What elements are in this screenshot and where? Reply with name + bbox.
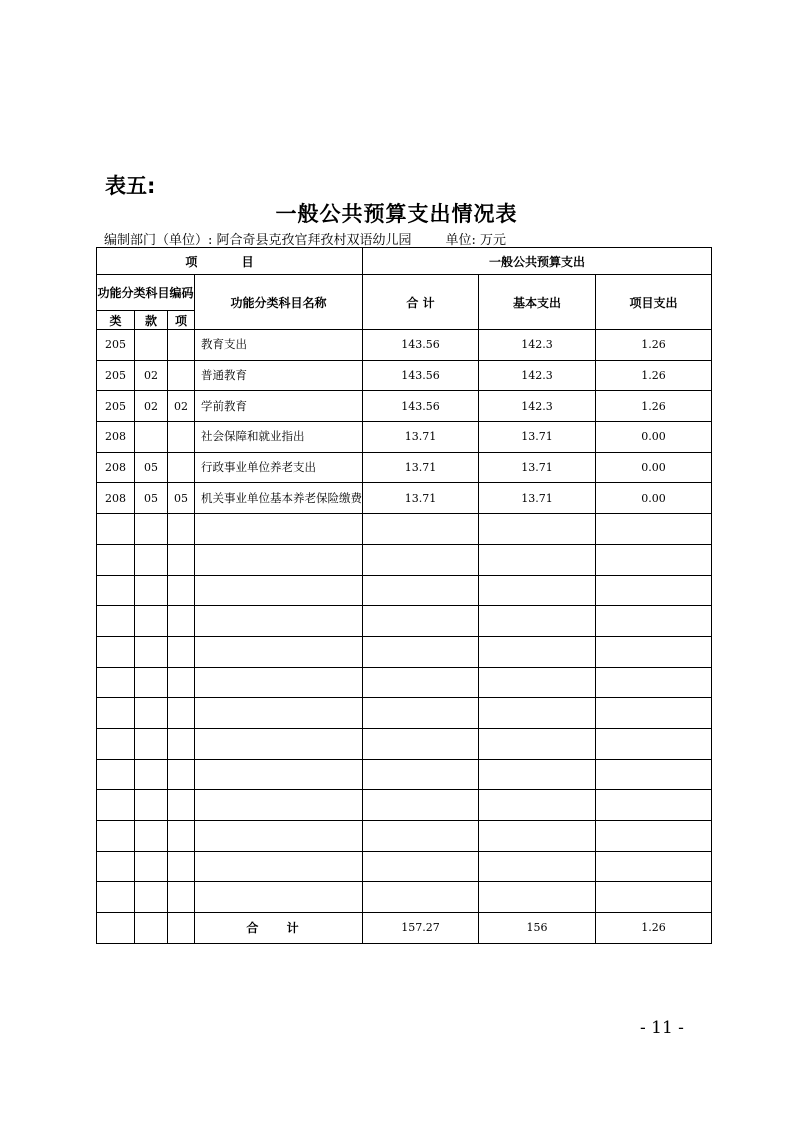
cell-name <box>195 636 363 667</box>
cell-lei <box>97 913 135 944</box>
cell-lei: 205 <box>97 360 135 391</box>
cell-total <box>363 544 479 575</box>
empty-row <box>97 790 712 821</box>
cell-name <box>195 575 363 606</box>
cell-total: 143.56 <box>363 360 479 391</box>
cell-lei: 205 <box>97 391 135 422</box>
cell-kuan <box>135 790 168 821</box>
cell-kuan <box>135 851 168 882</box>
cell-name: 普通教育 <box>195 360 363 391</box>
cell-xiang: 02 <box>168 391 195 422</box>
cell-name: 学前教育 <box>195 391 363 422</box>
cell-basic: 142.3 <box>479 391 596 422</box>
header-project: 项目支出 <box>596 275 712 330</box>
cell-lei <box>97 821 135 852</box>
cell-lei <box>97 514 135 545</box>
cell-xiang <box>168 882 195 913</box>
cell-name: 机关事业单位基本养老保险缴费 <box>195 483 363 514</box>
cell-lei <box>97 698 135 729</box>
cell-lei: 208 <box>97 452 135 483</box>
header-name: 功能分类科目名称 <box>195 275 363 330</box>
cell-project <box>596 544 712 575</box>
empty-row <box>97 882 712 913</box>
cell-name <box>195 698 363 729</box>
totals-total: 157.27 <box>363 913 479 944</box>
cell-total <box>363 790 479 821</box>
table-row <box>97 391 712 422</box>
table-row <box>97 330 712 361</box>
cell-lei <box>97 544 135 575</box>
cell-basic <box>479 821 596 852</box>
cell-total <box>363 728 479 759</box>
cell-lei <box>97 851 135 882</box>
cell-project: 1.26 <box>596 391 712 422</box>
cell-basic <box>479 728 596 759</box>
cell-basic <box>479 606 596 637</box>
cell-lei <box>97 606 135 637</box>
cell-xiang <box>168 790 195 821</box>
header-row-2 <box>97 275 712 311</box>
cell-basic <box>479 514 596 545</box>
header-lei: 类 <box>97 311 135 330</box>
cell-basic <box>479 851 596 882</box>
cell-xiang <box>168 728 195 759</box>
cell-kuan <box>135 575 168 606</box>
cell-basic <box>479 636 596 667</box>
header-item: 项 目 <box>97 248 363 275</box>
cell-total <box>363 851 479 882</box>
cell-name <box>195 667 363 698</box>
table-row <box>97 452 712 483</box>
cell-xiang <box>168 514 195 545</box>
cell-project: 1.26 <box>596 360 712 391</box>
cell-xiang <box>168 606 195 637</box>
page-number: - 11 - <box>640 1018 684 1038</box>
cell-kuan: 05 <box>135 452 168 483</box>
table-body <box>97 248 712 944</box>
cell-total: 13.71 <box>363 422 479 453</box>
cell-total: 143.56 <box>363 391 479 422</box>
cell-lei <box>97 636 135 667</box>
meta-line <box>104 229 506 248</box>
empty-row <box>97 544 712 575</box>
totals-row <box>97 913 712 944</box>
cell-kuan <box>135 821 168 852</box>
cell-project <box>596 821 712 852</box>
table-row <box>97 483 712 514</box>
cell-kuan <box>135 514 168 545</box>
cell-lei: 205 <box>97 330 135 361</box>
cell-name <box>195 851 363 882</box>
cell-total: 143.56 <box>363 330 479 361</box>
header-row-1 <box>97 248 712 275</box>
cell-basic <box>479 698 596 729</box>
cell-lei <box>97 728 135 759</box>
cell-project <box>596 606 712 637</box>
cell-project <box>596 851 712 882</box>
unit-label: 单位: 万元 <box>445 233 507 248</box>
empty-row <box>97 575 712 606</box>
header-budget-group: 一般公共预算支出 <box>363 248 712 275</box>
cell-project: 0.00 <box>596 422 712 453</box>
cell-xiang <box>168 667 195 698</box>
cell-name <box>195 544 363 575</box>
cell-lei <box>97 575 135 606</box>
cell-lei <box>97 790 135 821</box>
cell-kuan <box>135 636 168 667</box>
cell-lei <box>97 759 135 790</box>
cell-lei <box>97 882 135 913</box>
cell-project: 0.00 <box>596 483 712 514</box>
cell-project <box>596 759 712 790</box>
totals-project: 1.26 <box>596 913 712 944</box>
cell-basic <box>479 575 596 606</box>
table-row <box>97 422 712 453</box>
cell-kuan <box>135 913 168 944</box>
cell-kuan: 02 <box>135 360 168 391</box>
cell-name: 社会保障和就业指出 <box>195 422 363 453</box>
cell-total <box>363 821 479 852</box>
cell-lei: 208 <box>97 483 135 514</box>
cell-name <box>195 759 363 790</box>
cell-basic <box>479 667 596 698</box>
cell-kuan: 02 <box>135 391 168 422</box>
cell-kuan <box>135 606 168 637</box>
cell-xiang <box>168 759 195 790</box>
cell-total <box>363 667 479 698</box>
cell-basic: 13.71 <box>479 422 596 453</box>
empty-row <box>97 606 712 637</box>
cell-lei: 208 <box>97 422 135 453</box>
page-title: 一般公共预算支出情况表 <box>275 202 518 226</box>
empty-row <box>97 851 712 882</box>
empty-row <box>97 514 712 545</box>
empty-row <box>97 821 712 852</box>
cell-name: 行政事业单位养老支出 <box>195 452 363 483</box>
cell-project <box>596 514 712 545</box>
cell-total: 13.71 <box>363 452 479 483</box>
cell-project: 1.26 <box>596 330 712 361</box>
cell-total <box>363 882 479 913</box>
table-label: 表五: <box>105 174 156 198</box>
cell-project <box>596 575 712 606</box>
cell-total <box>363 606 479 637</box>
cell-xiang <box>168 698 195 729</box>
cell-project <box>596 728 712 759</box>
cell-project <box>596 882 712 913</box>
empty-row <box>97 667 712 698</box>
empty-row <box>97 698 712 729</box>
cell-xiang <box>168 422 195 453</box>
cell-kuan <box>135 698 168 729</box>
cell-project <box>596 636 712 667</box>
cell-xiang <box>168 636 195 667</box>
totals-basic: 156 <box>479 913 596 944</box>
cell-xiang <box>168 821 195 852</box>
cell-kuan <box>135 330 168 361</box>
cell-basic: 142.3 <box>479 360 596 391</box>
totals-label: 合 计 <box>195 913 363 944</box>
empty-row <box>97 759 712 790</box>
cell-project: 0.00 <box>596 452 712 483</box>
cell-xiang <box>168 575 195 606</box>
cell-basic <box>479 882 596 913</box>
cell-name <box>195 821 363 852</box>
cell-name <box>195 728 363 759</box>
cell-kuan <box>135 667 168 698</box>
cell-xiang <box>168 913 195 944</box>
cell-kuan <box>135 422 168 453</box>
header-kuan: 款 <box>135 311 168 330</box>
cell-basic <box>479 759 596 790</box>
cell-kuan <box>135 759 168 790</box>
cell-total <box>363 698 479 729</box>
department-label: 编制部门（单位）: 阿合奇县克孜官拜孜村双语幼儿园 <box>104 233 412 248</box>
empty-row <box>97 728 712 759</box>
cell-total <box>363 514 479 545</box>
cell-total: 13.71 <box>363 483 479 514</box>
cell-name <box>195 606 363 637</box>
cell-name <box>195 790 363 821</box>
budget-table <box>96 247 712 944</box>
cell-xiang: 05 <box>168 483 195 514</box>
cell-basic: 142.3 <box>479 330 596 361</box>
cell-xiang <box>168 330 195 361</box>
cell-basic: 13.71 <box>479 483 596 514</box>
cell-xiang <box>168 452 195 483</box>
cell-project <box>596 790 712 821</box>
cell-kuan <box>135 544 168 575</box>
cell-project <box>596 667 712 698</box>
header-code-group: 功能分类科目编码 <box>97 275 195 311</box>
cell-xiang <box>168 360 195 391</box>
cell-lei <box>97 667 135 698</box>
cell-basic <box>479 544 596 575</box>
cell-kuan <box>135 882 168 913</box>
cell-kuan <box>135 728 168 759</box>
cell-xiang <box>168 544 195 575</box>
cell-total <box>363 759 479 790</box>
cell-name <box>195 514 363 545</box>
header-basic: 基本支出 <box>479 275 596 330</box>
header-xiang: 项 <box>168 311 195 330</box>
cell-project <box>596 698 712 729</box>
cell-basic <box>479 790 596 821</box>
cell-xiang <box>168 851 195 882</box>
cell-kuan: 05 <box>135 483 168 514</box>
table-row <box>97 360 712 391</box>
cell-basic: 13.71 <box>479 452 596 483</box>
empty-row <box>97 636 712 667</box>
cell-total <box>363 575 479 606</box>
cell-name <box>195 882 363 913</box>
header-total: 合 计 <box>363 275 479 330</box>
cell-total <box>363 636 479 667</box>
cell-name: 教育支出 <box>195 330 363 361</box>
